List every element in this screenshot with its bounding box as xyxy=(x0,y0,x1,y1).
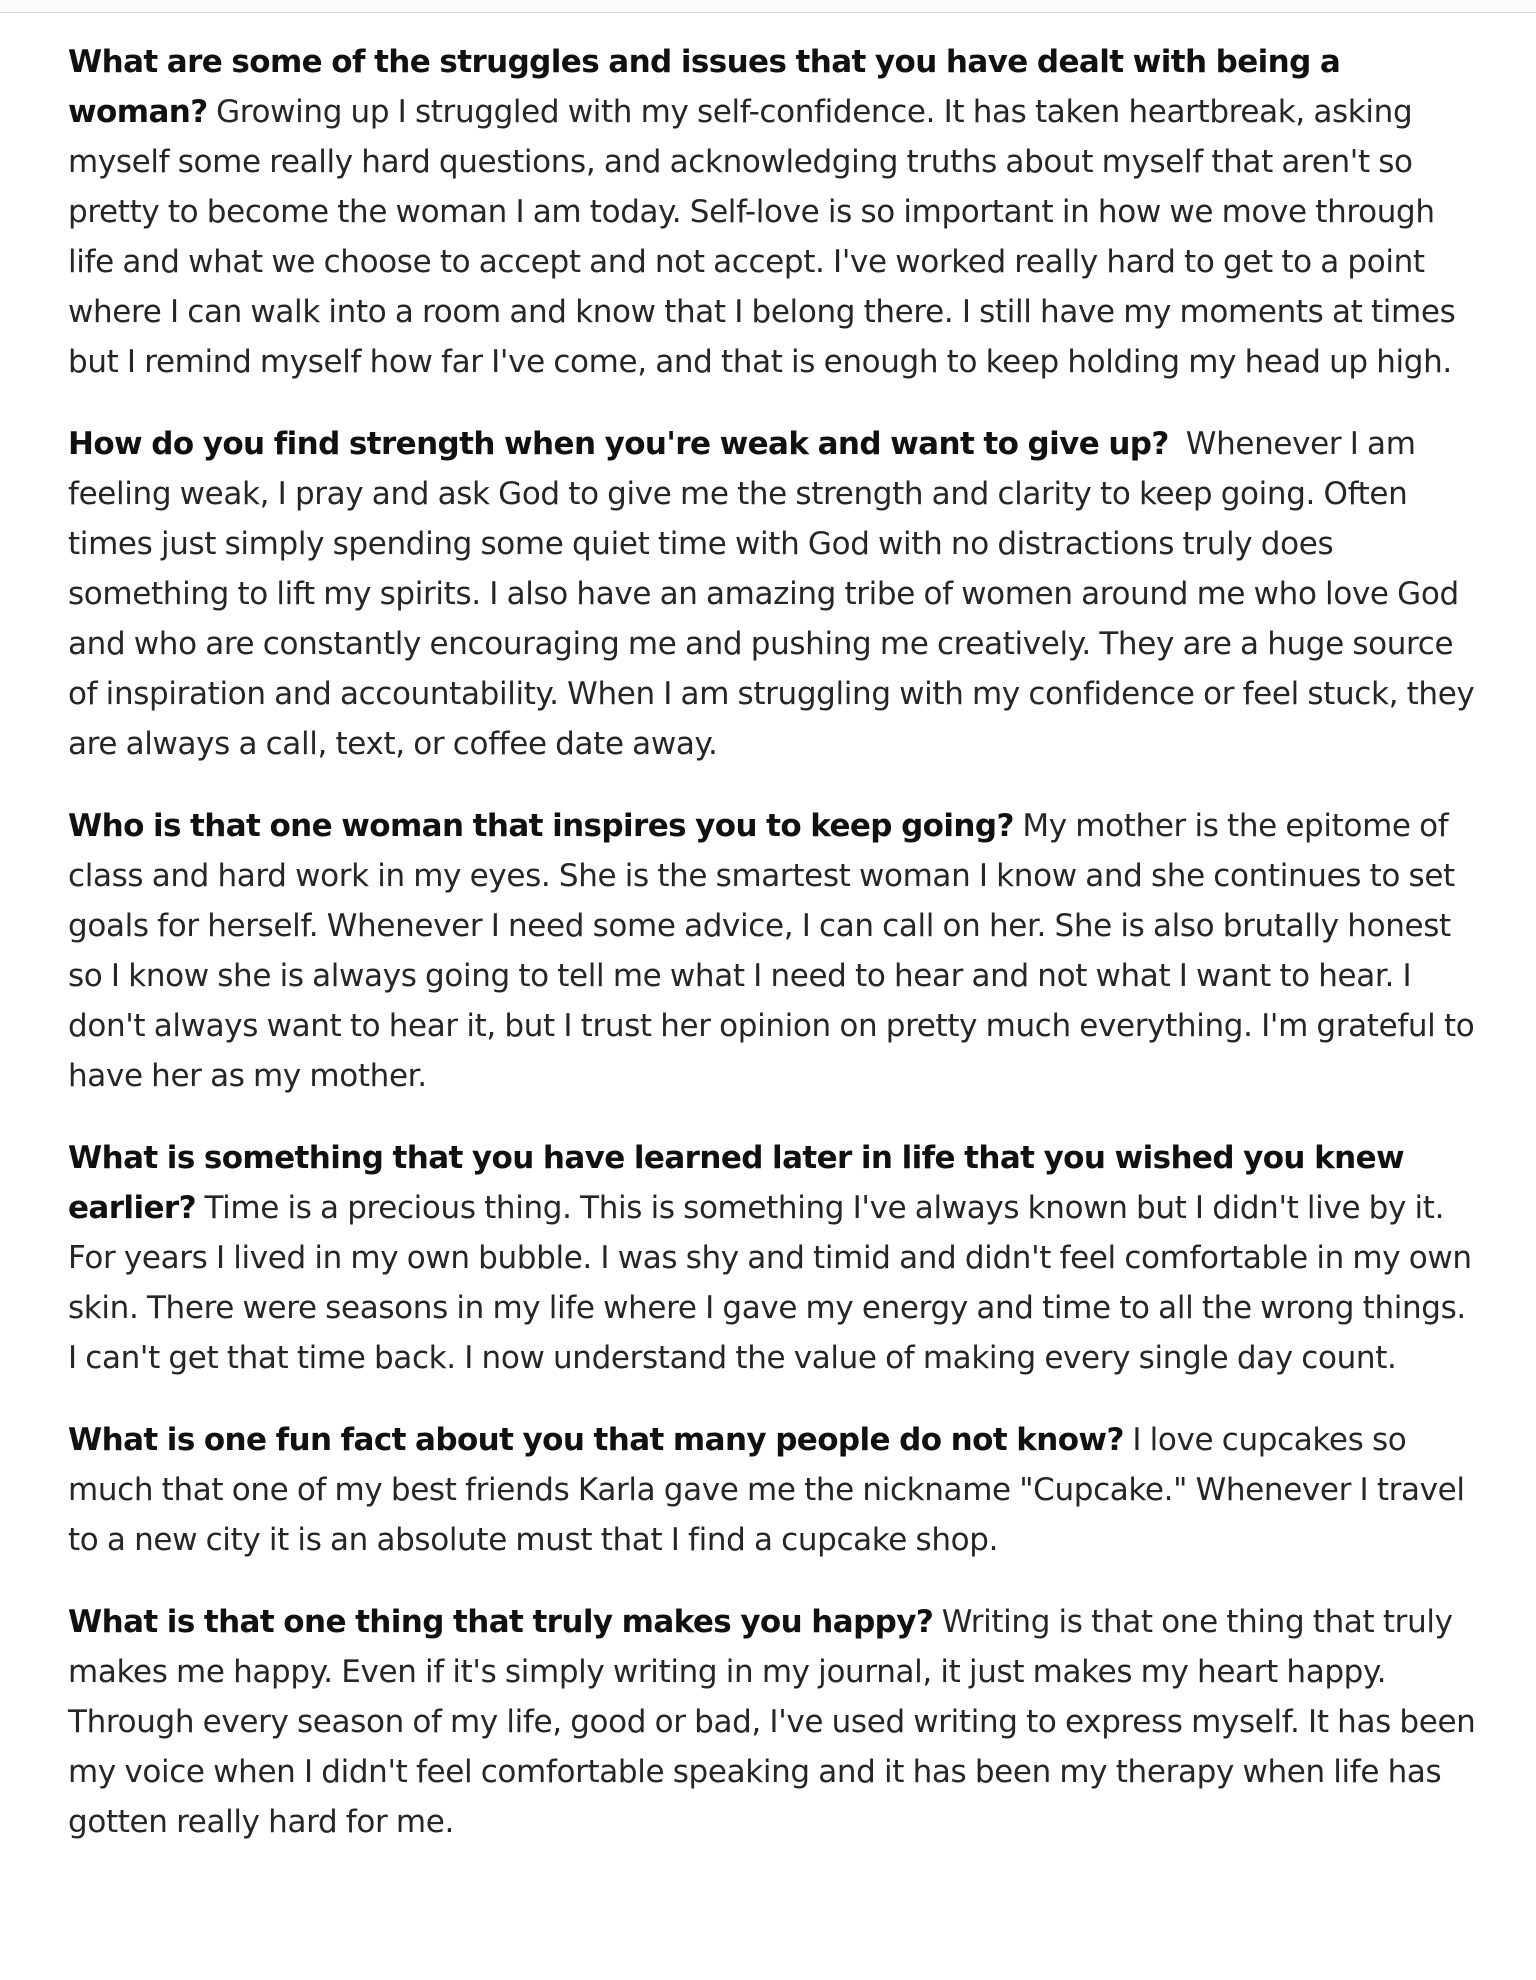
qa-paragraph-struggles xyxy=(68,37,1478,387)
qa-paragraph-lesson xyxy=(68,1133,1478,1383)
qa-paragraph-inspiration xyxy=(68,801,1478,1101)
answer-fun-fact: I love cupcakes so much that one of my best friends Karla gave me the nickname "Cupcake." Whenever I travel to a new city it is an absolute must that I find a cupcake shop. xyxy=(68,1422,1465,1558)
qa-paragraph-happiness xyxy=(68,1597,1478,1847)
qa-paragraph-fun-fact xyxy=(68,1415,1478,1565)
top-divider xyxy=(0,0,1536,13)
question-lesson: What is something that you have learned later in life that you wished you knew earlier? xyxy=(68,1140,1405,1226)
question-inspiration: Who is that one woman that inspires you to keep going? xyxy=(68,808,1014,844)
question-strength: How do you find strength when you're weak and want to give up? xyxy=(68,426,1169,462)
answer-happiness: Writing is that one thing that truly makes me happy. Even if it's simply writing in my journal, it just makes my heart happy. Through every season of my life, good or bad, I've used writing to express myself. It has been my voice when I didn't feel comfortable speaking and it has been my therapy when life has gotten really hard for me. xyxy=(68,1604,1476,1840)
qa-paragraph-strength xyxy=(68,419,1478,769)
answer-lesson: Time is a precious thing. This is something I've always known but I didn't live by it. For years I lived in my own bubble. I was shy and timid and didn't feel comfortable in my own skin. There were seasons in my life where I gave my energy and time to all the wrong things. I can't get that time back. I now understand the value of making every single day count. xyxy=(68,1190,1472,1376)
answer-strength: Whenever I am feeling weak, I pray and ask God to give me the strength and clarity to keep going. Often times just simply spending some quiet time with God with no distractions truly does something to lift my spirits. I also have an amazing tribe of women around me who love God and who are constantly encouraging me and pushing me creatively. They are a huge source of inspiration and accountability. When I am struggling with my confidence or feel stuck, they are always a call, text, or coffee date away. xyxy=(68,426,1475,762)
question-fun-fact: What is one fun fact about you that many people do not know? xyxy=(68,1422,1124,1458)
answer-inspiration: My mother is the epitome of class and hard work in my eyes. She is the smartest woman I know and she continues to set goals for herself. Whenever I need some advice, I can call on her. She is also brutally honest so I know she is always going to tell me what I need to hear and not what I want to hear. I don't always want to hear it, but I trust her opinion on pretty much everything. I'm grateful to have her as my mother. xyxy=(68,808,1475,1094)
question-struggles: What are some of the struggles and issues that you have dealt with being a woman? xyxy=(68,44,1341,130)
answer-struggles: Growing up I struggled with my self-confidence. It has taken heartbreak, asking myself some really hard questions, and acknowledging truths about myself that aren't so pretty to become the woman I am today. Self-love is so important in how we move through life and what we choose to accept and not accept. I've worked really hard to get to a point where I can walk into a room and know that I belong there. I still have my moments at times but I remind myself how far I've come, and that is enough to keep holding my head up high. xyxy=(68,94,1456,380)
interview-article xyxy=(68,37,1478,1879)
question-happiness: What is that one thing that truly makes you happy? xyxy=(68,1604,934,1640)
